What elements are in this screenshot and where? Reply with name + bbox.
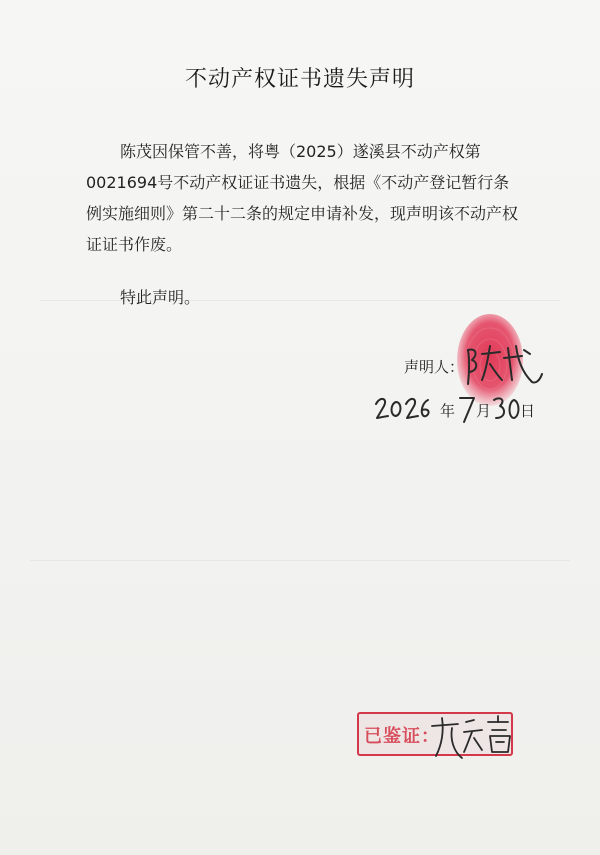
year-unit: 年 — [440, 402, 456, 420]
document-title: 不动产权证书遗失声明 — [184, 67, 415, 92]
declarant-signature — [460, 340, 550, 388]
day-unit: 日 — [520, 402, 536, 420]
verification-stamp-label: 已鉴证： — [364, 726, 440, 747]
month-unit: 月 — [476, 402, 492, 420]
handwritten-day — [492, 394, 522, 424]
declaration-body: 陈茂因保管不善，将粤（2025）遂溪县不动产权第0021694号不动产权证证书遗失，根据《不动产登记暂行条例实施细则》第二十二条的规定申请补发，现声明该不动产权证证书作废。 — [86, 142, 519, 254]
verifier-signature — [428, 712, 518, 762]
paper-texture-line — [30, 560, 570, 561]
closing-statement: 特此声明。 — [120, 288, 201, 307]
handwritten-year — [374, 394, 432, 424]
signature-date — [370, 388, 540, 428]
declarant-label: 声明人： — [404, 358, 465, 376]
paper-texture-line — [40, 300, 560, 301]
handwritten-month — [458, 394, 476, 424]
